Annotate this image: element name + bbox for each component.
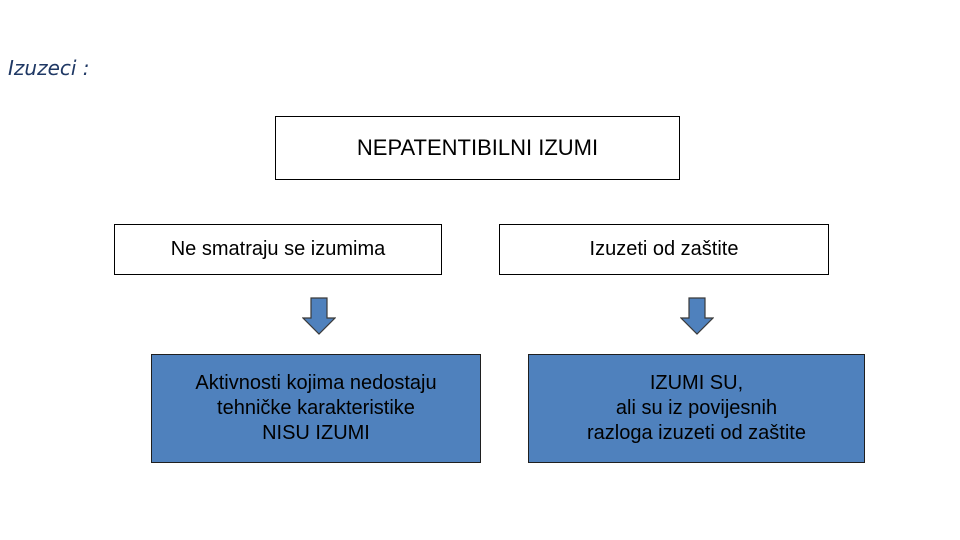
arrow-down-icon xyxy=(680,297,714,335)
root-label: NEPATENTIBILNI IZUMI xyxy=(356,135,599,160)
branch-box-right xyxy=(499,224,829,275)
slide-title: Izuzeci : xyxy=(8,56,90,80)
branch-label-right: Izuzeti od zaštite xyxy=(589,238,739,260)
branch-label-left: Ne smatraju se izumima xyxy=(170,238,386,260)
result-box-right xyxy=(528,354,865,463)
result-box-left xyxy=(151,354,481,463)
arrow-down-icon xyxy=(302,297,336,335)
branch-box-left xyxy=(114,224,442,275)
root-box xyxy=(275,116,680,180)
result-text-right: IZUMI SU, ali su iz povijesnih razloga izuzeti od zaštite xyxy=(586,372,806,444)
result-text-left: Aktivnosti kojima nedostaju tehničke karakteristike NISU IZUMI xyxy=(195,372,437,444)
